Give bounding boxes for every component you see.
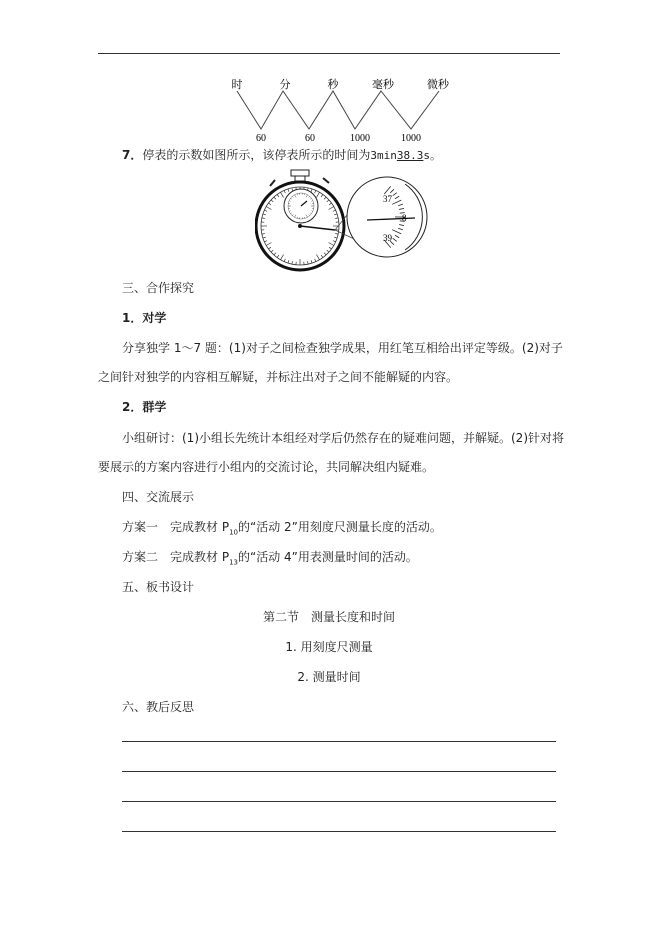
answer-minutes: 3min (370, 149, 397, 162)
section-3-para-2-line-1: 小组研讨：(1)小组长先统计本组经对学后仍然存在的疑难问题，并解疑。(2)针对将 (122, 431, 564, 445)
question-number: 7． (122, 148, 143, 162)
reflection-line-4 (122, 831, 556, 832)
section-4-heading: 四、交流展示 (122, 490, 195, 504)
section-3-sub-2: 2．群学 (122, 400, 167, 414)
factor-3: 1000 (350, 133, 370, 144)
reflection-line-1 (122, 741, 556, 742)
answer-suffix: s。 (423, 149, 441, 162)
unit-millisecond: 毫秒 (372, 79, 394, 91)
section-6-heading: 六、教后反思 (122, 700, 195, 714)
unit-hour: 时 (231, 79, 243, 91)
answer-seconds: 38.3 (396, 149, 424, 162)
section-3-para-1-line-1: 分享独学 1～7 题：(1)对子之间检查独学成果，用红笔互相给出评定等级。(2)对子 (122, 341, 563, 355)
section-3-para-2-line-2: 要展示的方案内容进行小组内的交流讨论，共同解决组内疑难。 (98, 460, 435, 474)
factor-2: 60 (305, 133, 315, 144)
factor-4: 1000 (401, 133, 421, 144)
question-text: 停表的示数如图所示，该停表所示的时间为 (142, 148, 371, 162)
unit-microsecond: 微秒 (427, 79, 449, 91)
plan-1: 方案一 完成教材 $P_{10}$的“活动 2”用刻度尺测量长度的活动。 (122, 520, 442, 537)
section-5-heading: 五、板书设计 (122, 580, 195, 594)
question-7 (122, 146, 441, 163)
factor-1: 60 (256, 133, 266, 144)
stopwatch-figure (255, 168, 430, 273)
unit-second: 秒 (327, 79, 339, 91)
unit-conversion-diagram (225, 75, 455, 145)
unit-minute: 分 (279, 79, 291, 91)
board-item-2: 2. 测量时间 (297, 670, 361, 684)
section-3-heading: 三、合作探究 (122, 281, 195, 295)
reflection-line-3 (122, 801, 556, 802)
section-3-sub-1: 1．对学 (122, 311, 167, 325)
reflection-line-2 (122, 771, 556, 772)
board-title: 第二节 测量长度和时间 (262, 610, 395, 624)
inset-label-37: 37 (383, 194, 392, 204)
section-3-para-1-line-2: 之间针对独学的内容相互解疑，并标注出对子之间不能解疑的内容。 (98, 370, 459, 384)
inset-label-39: 39 (383, 233, 392, 243)
board-item-1: 1. 用刻度尺测量 (285, 640, 373, 654)
inset-label-8: 8 (402, 213, 407, 223)
plan-2: 方案二 完成教材 $P_{13}$的“活动 4”用表测量时间的活动。 (122, 550, 418, 567)
header-rule (98, 53, 560, 54)
